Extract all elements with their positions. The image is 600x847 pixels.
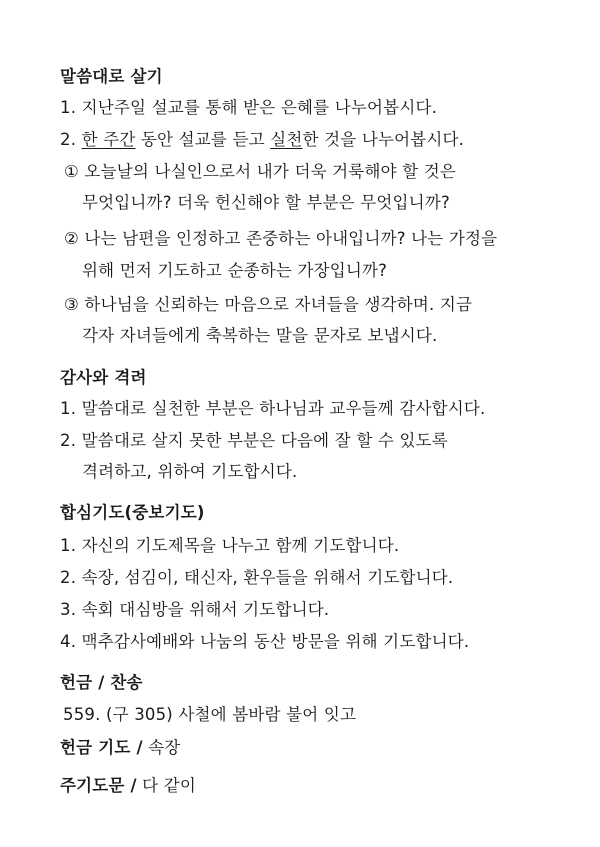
item-prefix: 2. — [60, 130, 82, 149]
underlined-text: 실천 — [270, 130, 303, 149]
item-text: 동안 설교를 듣고 — [135, 130, 271, 149]
list-item: 4. 맥추감사예배와 나눔의 동산 방문을 위해 기도합니다. — [60, 632, 470, 651]
lords-prayer-line — [60, 775, 196, 797]
list-item: 2. 속장, 섬김이, 태신자, 환우들을 위해서 기도합니다. — [60, 568, 454, 587]
question-item-continuation: 각자 자녀들에게 축복하는 말을 문자로 보냅시다. — [82, 326, 438, 345]
lords-prayer-who: 다 같이 — [136, 776, 197, 795]
section-heading-thanks: 감사와 격려 — [60, 368, 147, 387]
section-heading-prayer: 합심기도(중보기도) — [60, 503, 205, 522]
question-item-continuation: 위해 먼저 기도하고 순종하는 가장입니까? — [82, 261, 388, 280]
list-item: 1. 자신의 기도제목을 나누고 함께 기도합니다. — [60, 536, 400, 555]
list-item: 1. 지난주일 설교를 통해 받은 은혜를 나누어봅시다. — [60, 98, 438, 117]
question-item: ③ 하나님을 신뢰하는 마음으로 자녀들을 생각하며. 지금 — [64, 295, 473, 314]
list-item: 3. 속회 대심방을 위해서 기도합니다. — [60, 600, 330, 619]
offering-prayer-leader: 속장 — [142, 738, 181, 757]
item-text: 한 것을 나누어봅시다. — [302, 130, 465, 149]
list-item-continuation: 격려하고, 위하여 기도합시다. — [82, 462, 298, 481]
section-heading-offering-hymn: 헌금 / 찬송 — [60, 673, 143, 692]
section-heading-living-by-word: 말씀대로 살기 — [60, 67, 163, 86]
question-item: ② 나는 남편을 인정하고 존중하는 아내입니까? 나는 가정을 — [64, 229, 498, 248]
section-heading-offering-prayer: 헌금 기도 / — [60, 738, 143, 757]
section-heading-lords-prayer: 주기도문 / — [60, 776, 137, 795]
question-item: ① 오늘날의 나실인으로서 내가 더욱 거룩해야 할 것은 — [64, 162, 457, 181]
list-item: 2. 말씀대로 살지 못한 부분은 다음에 잘 할 수 있도록 — [60, 431, 448, 450]
list-item — [60, 129, 464, 151]
list-item: 1. 말씀대로 실천한 부분은 하나님과 교우들께 감사합시다. — [60, 399, 486, 418]
underlined-text: 한 주간 — [81, 130, 136, 149]
offering-prayer-line — [60, 737, 180, 759]
question-item-continuation: 무엇입니까? 더욱 헌신해야 할 부분은 무엇입니까? — [82, 193, 450, 212]
hymn-line: 559. (구 305) 사철에 봄바람 불어 잇고 — [63, 705, 357, 724]
